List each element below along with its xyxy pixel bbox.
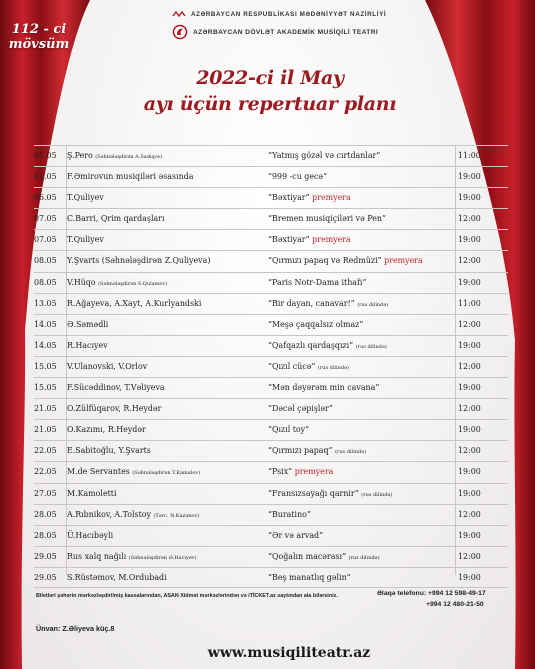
author-name: R.Hacıyev <box>67 340 108 350</box>
season-label <box>8 22 70 52</box>
language-note: (rus dilində) <box>361 491 393 498</box>
schedule-row <box>34 208 508 229</box>
author-cell <box>67 278 167 287</box>
season-number: 112 - ci <box>11 22 67 37</box>
performance-title: “Ər və arvad” <box>268 530 324 540</box>
title-cell <box>268 299 388 308</box>
author-name: S.Rüstəmov, M.Ordubadi <box>67 572 167 582</box>
title-cell <box>268 193 351 202</box>
performance-time: 19:00 <box>458 277 481 287</box>
schedule-row <box>34 398 508 419</box>
schedule-table <box>34 145 508 588</box>
performance-title: “Qoğalın macərası” <box>268 551 347 561</box>
schedule-row <box>34 356 508 377</box>
author-cell <box>67 573 167 582</box>
premiere-badge: premyera <box>312 235 351 245</box>
address: Ünvan: Z.Əliyeva küç.8 <box>36 624 115 633</box>
performance-title: “Buratino” <box>268 509 311 519</box>
author-cell <box>67 193 104 202</box>
ministry-name: AZƏRBAYCAN RESPUBLİKASI MƏDƏNİYYƏT NAZİRLİYİ <box>191 10 387 18</box>
schedule-row <box>34 504 508 525</box>
author-cell <box>67 235 104 244</box>
author-note: (Səhnələşdirən Ə.Hacıyev) <box>128 554 197 561</box>
schedule-row <box>34 250 508 271</box>
schedule-row <box>34 335 508 356</box>
author-note: (Tərc. N.Kazımov) <box>153 512 200 519</box>
title-cell <box>268 552 380 561</box>
performance-date: 29.05 <box>34 572 57 582</box>
author-note: (Səhnələşdirən A.Sadıqov) <box>95 154 163 160</box>
performance-title: “Psix” <box>268 467 293 477</box>
title-cell <box>268 256 423 265</box>
title-cell <box>268 151 380 160</box>
author-cell <box>67 552 197 561</box>
title-cell <box>268 214 386 223</box>
title-cell <box>268 467 333 476</box>
performance-title: “Bremen musiqiçiləri və Pen” <box>268 214 387 224</box>
title-cell <box>268 362 349 371</box>
author-name: V.Hüqo <box>67 277 96 287</box>
theatre-header <box>150 10 390 40</box>
schedule-row <box>34 483 508 504</box>
schedule-row <box>34 293 508 314</box>
title-cell <box>268 446 366 455</box>
author-name: M.de Servantes <box>67 467 130 477</box>
author-name: M.Kamoletti <box>67 488 117 498</box>
performance-title: “Bir dayan, canavar!” <box>268 298 355 308</box>
performance-time: 12:00 <box>458 509 481 519</box>
language-note: (rus dilində) <box>317 364 349 371</box>
language-note: (rus dilində) <box>348 554 380 561</box>
title-cell <box>268 278 367 287</box>
performance-time: 19:00 <box>458 383 481 393</box>
language-note: (rus dilində) <box>357 301 389 308</box>
author-cell <box>67 467 200 476</box>
schedule-row <box>34 525 508 546</box>
title-cell <box>268 510 311 519</box>
performance-date: 21.05 <box>34 425 57 435</box>
performance-date: 14.05 <box>34 319 57 329</box>
performance-date: 22.05 <box>34 467 57 477</box>
author-name: Ə.Səmədli <box>67 319 109 329</box>
author-note: (Səhnələşdirən T.Kamalov) <box>132 470 201 477</box>
schedule-row <box>34 461 508 482</box>
theatre-emblem-icon <box>172 24 188 40</box>
schedule-row <box>34 166 508 187</box>
performance-date: 07.05 <box>34 214 57 224</box>
performance-title: “999 -cu gecə” <box>268 172 328 182</box>
schedule-row <box>34 229 508 250</box>
author-name: T.Quliyev <box>67 235 104 245</box>
performance-title: “Yatmış gözəl və cırtdanlar” <box>268 151 381 160</box>
author-name: O.Zülfüqarov, R.Heydər <box>67 404 162 414</box>
author-name: T.Quliyev <box>67 193 104 203</box>
language-note: (rus dilində) <box>355 343 387 350</box>
contact-phones <box>377 590 517 608</box>
performance-time: 19:00 <box>458 172 481 182</box>
performance-time: 19:00 <box>458 530 481 540</box>
title-cell <box>268 235 351 244</box>
performance-time: 12:00 <box>458 214 481 224</box>
author-cell <box>67 531 113 540</box>
theatre-name: AZƏRBAYCAN DÖVLƏT AKADEMİK MUSİQİLİ TEATRI <box>193 28 379 36</box>
schedule-row <box>34 272 508 293</box>
title-cell <box>268 172 327 181</box>
performance-date: 08.05 <box>34 277 57 287</box>
schedule-row <box>34 145 508 166</box>
performance-date: 07.05 <box>34 235 57 245</box>
author-cell <box>67 341 108 350</box>
performance-title: “Qırmızı papaq” <box>268 446 333 456</box>
performance-title: “Bəxtiyar” <box>268 193 310 203</box>
author-name: E.Sabitoğlu, Y.Şvarts <box>67 446 151 456</box>
author-name: Y.Şvarts (Səhnələşdirən Z.Quliyeva) <box>67 256 211 266</box>
performance-title: “Meşə çaqqalsız olmaz” <box>268 319 364 329</box>
schedule-row <box>34 187 508 208</box>
ticket-info: Biletləri şəhərin mərkəzləşdirilmiş kassalarından, ASAN Xidmət mərkəzlərindən və iTİCKET.az saytından ala bilərsiniz. <box>36 593 338 599</box>
performance-date: 01.05 <box>34 172 57 182</box>
performance-time: 19:00 <box>458 572 481 582</box>
premiere-badge: premyera <box>384 256 423 266</box>
author-cell <box>67 383 165 392</box>
performance-title: “Qırmızı papaq və Redmüzi” <box>268 256 382 266</box>
author-cell <box>67 362 147 371</box>
author-name: Rus xalq nağılı <box>67 551 127 561</box>
performance-title: “Fransızsayağı qarnir” <box>268 488 359 498</box>
performance-time: 12:00 <box>458 361 481 371</box>
title-cell <box>268 320 363 329</box>
performance-date: 15.05 <box>34 361 57 371</box>
performance-time: 12:00 <box>458 404 481 414</box>
author-cell <box>67 446 151 455</box>
author-cell <box>67 404 161 413</box>
title-cell <box>268 341 387 350</box>
performance-date: 28.05 <box>34 530 57 540</box>
title-line-1: 2022-ci il May <box>196 67 344 89</box>
performance-date: 14.05 <box>34 340 57 350</box>
schedule-row <box>34 419 508 440</box>
performance-time: 19:00 <box>458 425 481 435</box>
author-name: A.Rıbnikov, A.Tolstoy <box>67 509 151 519</box>
performance-date: 08.05 <box>34 256 57 266</box>
phone-2: +994 12 480-21-50 <box>426 601 484 608</box>
author-cell <box>67 256 210 265</box>
theatre-line <box>172 24 390 40</box>
schedule-row <box>34 314 508 335</box>
title-cell <box>268 531 323 540</box>
author-cell <box>67 489 116 498</box>
performance-date: 27.05 <box>34 488 57 498</box>
performance-date: 06.05 <box>34 193 57 203</box>
performance-title: “Qızıl toy” <box>268 425 310 435</box>
performance-date: 29.05 <box>34 551 57 561</box>
title-line-2: ayı üçün repertuar planı <box>143 93 397 115</box>
performance-date: 28.05 <box>34 509 57 519</box>
author-name: F.Sücəddinov, T.Vəliyeva <box>67 383 165 393</box>
performance-title: “Beş manatlıq gəlin” <box>268 572 351 582</box>
language-note: (rus dilində) <box>335 449 367 456</box>
performance-date: 01.05 <box>34 151 57 160</box>
performance-title: “Dəcəl çəpişlər” <box>268 404 333 414</box>
title-cell <box>268 404 333 413</box>
performance-date: 13.05 <box>34 298 57 308</box>
premiere-badge: premyera <box>312 193 351 203</box>
performance-title: “Mən dəyərəm min cavana” <box>268 383 380 393</box>
schedule-row <box>34 546 508 567</box>
performance-time: 19:00 <box>458 467 481 477</box>
author-name: Ü.Hacıbəyli <box>67 530 114 540</box>
schedule-row <box>34 377 508 398</box>
premiere-badge: premyera <box>294 467 334 477</box>
author-name: V.Ulanovski, V.Orlov <box>67 361 148 371</box>
author-cell <box>67 510 199 519</box>
performance-title: “Qafqazlı qardaşqızı” <box>268 340 354 350</box>
performance-time: 12:00 <box>458 319 481 329</box>
ministry-line <box>172 10 390 18</box>
performance-title: “Qızıl cücə” <box>268 361 316 371</box>
title-cell <box>268 383 379 392</box>
performance-time: 11:00 <box>458 151 481 160</box>
performance-time: 12:00 <box>458 551 481 561</box>
title-cell <box>268 425 309 434</box>
title-cell <box>268 489 392 498</box>
performance-time: 19:00 <box>458 235 481 245</box>
author-name: F.Əmirovun musiqiləri əsasında <box>67 172 194 182</box>
performance-title: “Bəxtiyar” <box>268 235 310 245</box>
schedule-row <box>34 440 508 461</box>
author-cell <box>67 151 163 160</box>
author-name: Ş.Pero <box>67 151 93 160</box>
performance-time: 11:00 <box>458 298 481 308</box>
performance-date: 22.05 <box>34 446 57 456</box>
author-name: O.Kazımı, R.Heydər <box>67 425 146 435</box>
performance-date: 21.05 <box>34 404 57 414</box>
title-cell <box>268 573 351 582</box>
performance-title: “Paris Notr-Dama ithafı” <box>268 277 367 287</box>
schedule-row <box>34 567 508 588</box>
performance-time: 19:00 <box>458 340 481 350</box>
performance-time: 19:00 <box>458 488 481 498</box>
performance-time: 19:00 <box>458 193 481 203</box>
website-link[interactable]: www.musiqiliteatr.az <box>207 645 371 661</box>
author-cell <box>67 425 146 434</box>
phone-label: Əlaqə telefonu: <box>377 590 427 597</box>
author-cell <box>67 320 108 329</box>
performance-time: 12:00 <box>458 446 481 456</box>
author-cell <box>67 172 193 181</box>
author-cell <box>67 299 201 308</box>
author-note: (Səhnələşdirən S.Qulamov) <box>98 280 168 287</box>
performance-time: 12:00 <box>458 256 481 266</box>
performance-date: 15.05 <box>34 383 57 393</box>
author-name: C.Barri, Qrim qardaşları <box>67 214 165 224</box>
ministry-emblem-icon <box>172 10 186 18</box>
phone-1: +994 12 598-49-17 <box>428 590 486 597</box>
author-cell <box>67 214 164 223</box>
season-word: mövsüm <box>8 37 70 52</box>
author-name: R.Ağayeva, A.Xayt, A.Kurlyandski <box>67 298 202 308</box>
